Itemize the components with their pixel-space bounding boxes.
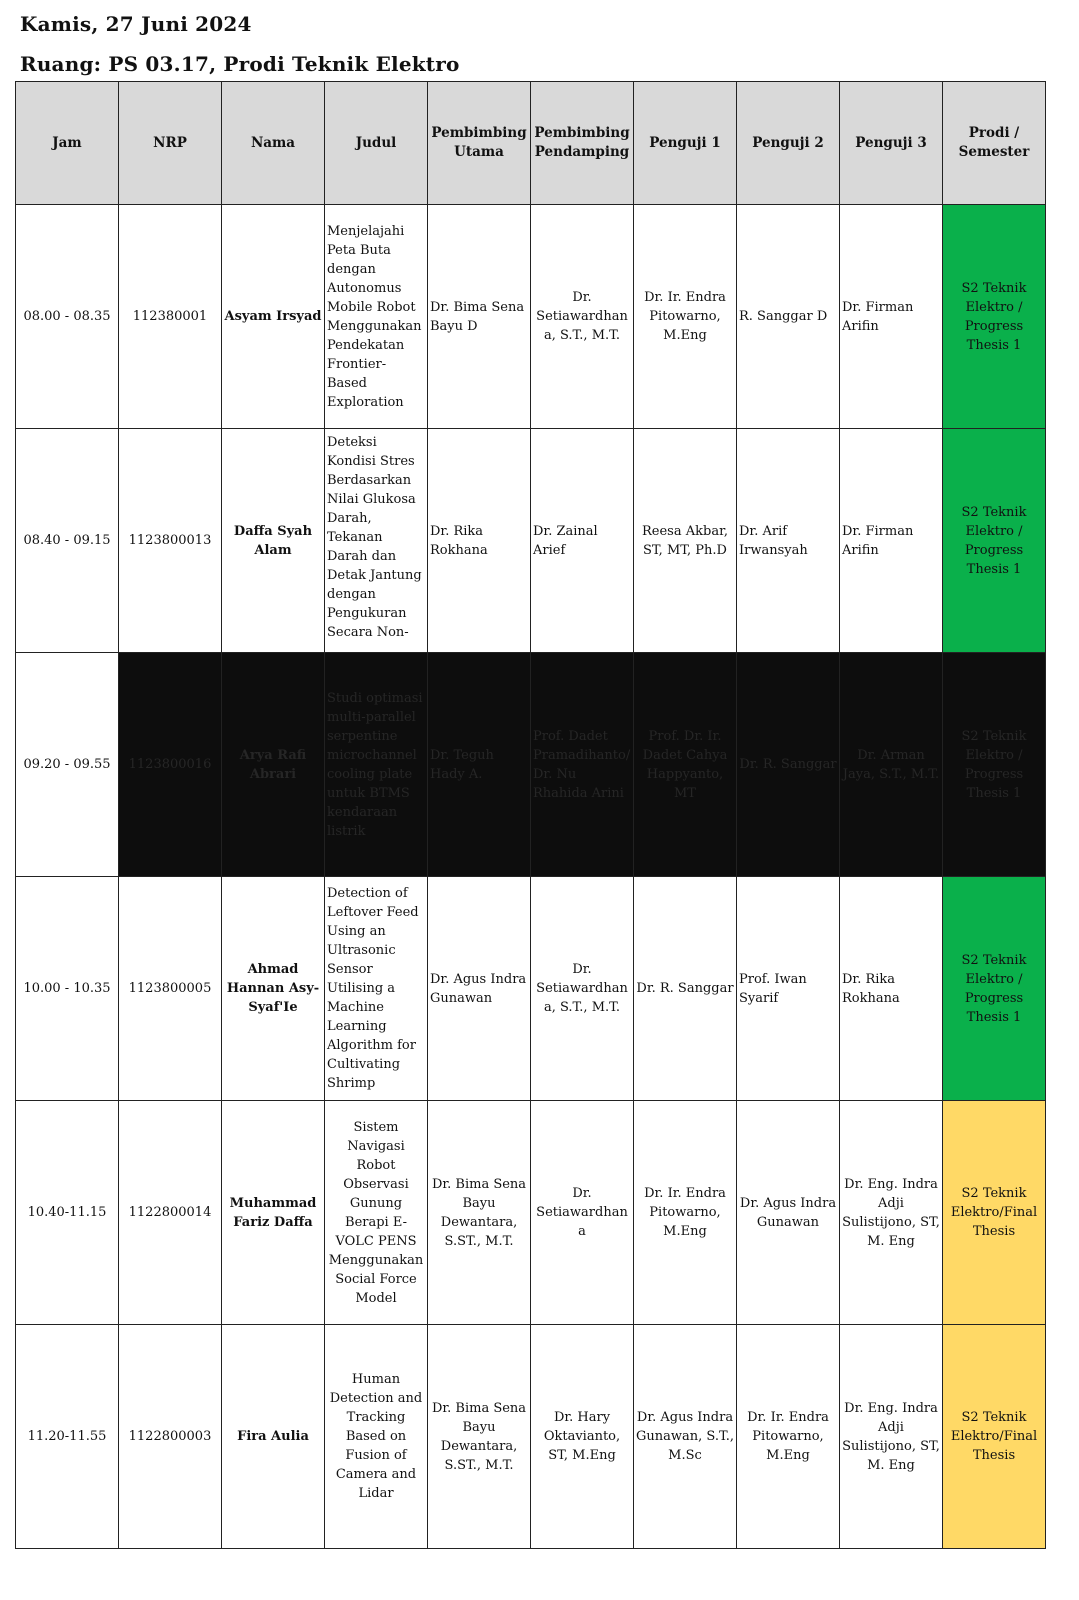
cell-judul: Menjelajahi Peta Buta dengan Autonomus Mobile Robot Menggunakan Pendekatan Frontier-Based Exploration	[325, 205, 428, 429]
table-row	[16, 1325, 1046, 1549]
cell-nama: Fira Aulia	[222, 1325, 325, 1549]
cell-pembimbing-pendamping: Dr. Hary Oktavianto, ST, M.Eng	[531, 1325, 634, 1549]
cell-pembimbing-utama: Dr. Teguh Hady A.	[428, 653, 531, 877]
column-header-pembimbing-pendamping: Pembimbing Pendamping	[531, 82, 634, 205]
column-header-jam: Jam	[16, 82, 119, 205]
table-header-row	[16, 82, 1046, 205]
column-header-penguji-1: Penguji 1	[634, 82, 737, 205]
cell-penguji-3: Dr. Rika Rokhana	[840, 877, 943, 1101]
cell-nama: Asyam Irsyad	[222, 205, 325, 429]
cell-nrp: 1123800016	[119, 653, 222, 877]
cell-pembimbing-pendamping: Dr. Setiawardhana	[531, 1101, 634, 1325]
cell-penguji-1: Dr. Ir. Endra Pitowarno, M.Eng	[634, 205, 737, 429]
cell-judul: Studi optimasi multi-parallel serpentine microchannel cooling plate untuk BTMS kendaraan listrik	[325, 653, 428, 877]
cell-pembimbing-utama: Dr. Rika Rokhana	[428, 429, 531, 653]
cell-pembimbing-pendamping: Prof. Dadet Pramadihanto/ Dr. Nu Rhahida Arini	[531, 653, 634, 877]
cell-pembimbing-pendamping: Dr. Zainal Arief	[531, 429, 634, 653]
cell-penguji-2: Dr. Arif Irwansyah	[737, 429, 840, 653]
cell-penguji-2: Prof. Iwan Syarif	[737, 877, 840, 1101]
cell-pembimbing-utama: Dr. Bima Sena Bayu Dewantara, S.ST., M.T.	[428, 1325, 531, 1549]
column-header-pembimbing-utama: Pembimbing Utama	[428, 82, 531, 205]
cell-jam: 10.40-11.15	[16, 1101, 119, 1325]
cell-pembimbing-utama: Dr. Bima Sena Bayu Dewantara, S.ST., M.T.	[428, 1101, 531, 1325]
schedule-date: Kamis, 27 Juni 2024	[20, 12, 252, 36]
cell-nrp: 1123800013	[119, 429, 222, 653]
column-header-prodi-semester: Prodi / Semester	[943, 82, 1046, 205]
cell-prodi-status: S2 Teknik Elektro/Final Thesis	[943, 1325, 1046, 1549]
cell-penguji-3: Dr. Eng. Indra Adji Sulistijono, ST, M. Eng	[840, 1101, 943, 1325]
cell-penguji-2: Dr. Ir. Endra Pitowarno, M.Eng	[737, 1325, 840, 1549]
cell-jam: 10.00 - 10.35	[16, 877, 119, 1101]
cell-nama: Muhammad Fariz Daffa	[222, 1101, 325, 1325]
cell-judul: Deteksi Kondisi Stres Berdasarkan Nilai Glukosa Darah, Tekanan Darah dan Detak Jantung dengan Pengukuran Secara Non-	[325, 429, 428, 653]
cell-penguji-1: Dr. R. Sanggar	[634, 877, 737, 1101]
column-header-penguji-3: Penguji 3	[840, 82, 943, 205]
cell-pembimbing-utama: Dr. Agus Indra Gunawan	[428, 877, 531, 1101]
cell-prodi-status: S2 Teknik Elektro / Progress Thesis 1	[943, 877, 1046, 1101]
cell-penguji-2: Dr. R. Sanggar	[737, 653, 840, 877]
cell-pembimbing-pendamping: Dr. Setiawardhana, S.T., M.T.	[531, 205, 634, 429]
cell-penguji-3: Dr. Firman Arifin	[840, 429, 943, 653]
cell-nrp: 1122800014	[119, 1101, 222, 1325]
cell-nrp: 1122800003	[119, 1325, 222, 1549]
cell-penguji-1: Prof. Dr. Ir. Dadet Cahya Happyanto, MT	[634, 653, 737, 877]
cell-nrp: 1123800005	[119, 877, 222, 1101]
cell-jam: 08.00 - 08.35	[16, 205, 119, 429]
cell-judul: Sistem Navigasi Robot Observasi Gunung Berapi E-VOLC PENS Menggunakan Social Force Model	[325, 1101, 428, 1325]
cell-penguji-3: Dr. Firman Arifin	[840, 205, 943, 429]
cell-judul: Human Detection and Tracking Based on Fusion of Camera and Lidar	[325, 1325, 428, 1549]
cell-nama: Arya Rafi Abrari	[222, 653, 325, 877]
cell-judul: Detection of Leftover Feed Using an Ultrasonic Sensor Utilising a Machine Learning Algorithm for Cultivating Shrimp	[325, 877, 428, 1101]
cell-prodi-status: S2 Teknik Elektro/Final Thesis	[943, 1101, 1046, 1325]
column-header-nama: Nama	[222, 82, 325, 205]
cell-pembimbing-pendamping: Dr. Setiawardhana, S.T., M.T.	[531, 877, 634, 1101]
table-row	[16, 1101, 1046, 1325]
cell-penguji-3: Dr. Arman Jaya, S.T., M.T.	[840, 653, 943, 877]
cell-pembimbing-utama: Dr. Bima Sena Bayu D	[428, 205, 531, 429]
table-row	[16, 877, 1046, 1101]
cell-nrp: 112380001	[119, 205, 222, 429]
cell-jam: 09.20 - 09.55	[16, 653, 119, 877]
cell-nama: Ahmad Hannan Asy-Syaf'Ie	[222, 877, 325, 1101]
schedule-room: Ruang: PS 03.17, Prodi Teknik Elektro	[20, 52, 460, 76]
cell-penguji-1: Dr. Agus Indra Gunawan, S.T., M.Sc	[634, 1325, 737, 1549]
schedule-table	[15, 81, 1046, 1549]
table-row	[16, 429, 1046, 653]
column-header-nrp: NRP	[119, 82, 222, 205]
cell-penguji-3: Dr. Eng. Indra Adji Sulistijono, ST, M. Eng	[840, 1325, 943, 1549]
cell-penguji-2: Dr. Agus Indra Gunawan	[737, 1101, 840, 1325]
cell-penguji-2: R. Sanggar D	[737, 205, 840, 429]
cell-jam: 08.40 - 09.15	[16, 429, 119, 653]
cell-prodi-status: S2 Teknik Elektro / Progress Thesis 1	[943, 205, 1046, 429]
column-header-penguji-2: Penguji 2	[737, 82, 840, 205]
cell-penguji-1: Reesa Akbar, ST, MT, Ph.D	[634, 429, 737, 653]
table-row	[16, 205, 1046, 429]
cell-penguji-1: Dr. Ir. Endra Pitowarno, M.Eng	[634, 1101, 737, 1325]
cell-prodi-status: S2 Teknik Elektro / Progress Thesis 1	[943, 429, 1046, 653]
cell-jam: 11.20-11.55	[16, 1325, 119, 1549]
table-row-redacted	[16, 653, 1046, 877]
cell-nama: Daffa Syah Alam	[222, 429, 325, 653]
cell-prodi-status: S2 Teknik Elektro / Progress Thesis 1	[943, 653, 1046, 877]
column-header-judul: Judul	[325, 82, 428, 205]
